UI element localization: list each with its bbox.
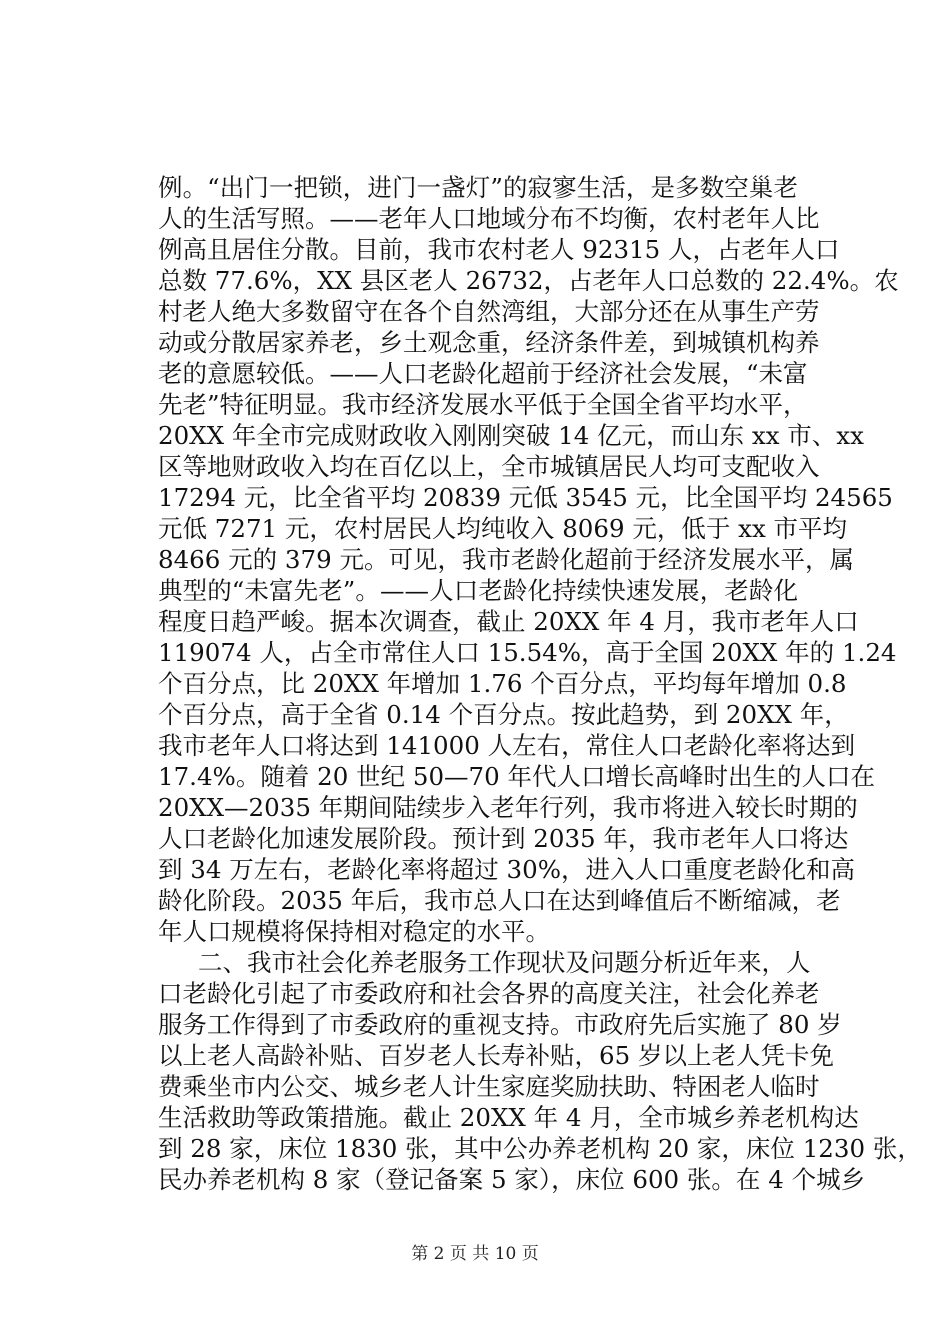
- text-line: 老的意愿较低。——人口老龄化超前于经济社会发展，“未富: [158, 359, 808, 388]
- page-number-footer: 第 2 页 共 10 页: [411, 1244, 539, 1264]
- text-line: 20XX 年全市完成财政收入刚刚突破 14 亿元，而山东 xx 市、xx: [158, 421, 864, 450]
- text-line: 到 28 家，床位 1830 张，其中公办养老机构 20 家，床位 1230 张，: [158, 1134, 922, 1163]
- text-line: 典型的“未富先老”。——人口老龄化持续快速发展，老龄化: [158, 576, 798, 605]
- text-line: 民办养老机构 8 家（登记备案 5 家），床位 600 张。在 4 个城乡: [158, 1165, 866, 1194]
- text-line: 17.4%。随着 20 世纪 50—70 年代人口增长高峰时出生的人口在: [158, 762, 876, 791]
- text-line: 生活救助等政策措施。截止 20XX 年 4 月，全市城乡养老机构达: [158, 1103, 859, 1132]
- text-line: 村老人绝大多数留守在各个自然湾组，大部分还在从事生产劳: [158, 297, 820, 326]
- document-body: [158, 172, 922, 1195]
- text-line: 个百分点，高于全省 0.14 个百分点。按此趋势，到 20XX 年，: [158, 700, 849, 729]
- text-line: 二、我市社会化养老服务工作现状及问题分析近年来，人: [198, 948, 811, 977]
- text-line: 我市老年人口将达到 141000 人左右，常住人口老龄化率将达到: [158, 731, 856, 760]
- text-line: 个百分点，比 20XX 年增加 1.76 个百分点，平均每年增加 0.8: [158, 669, 847, 698]
- text-line: 例高且居住分散。目前，我市农村老人 92315 人，占老年人口: [158, 235, 840, 264]
- text-line: 程度日趋严峻。据本次调查，截止 20XX 年 4 月，我市老年人口: [158, 607, 859, 636]
- text-line: 口老龄化引起了市委政府和社会各界的高度关注，社会化养老: [158, 979, 820, 1008]
- text-line: 17294 元，比全省平均 20839 元低 3545 元，比全国平均 24565: [158, 483, 893, 512]
- text-line: 动或分散居家养老，乡土观念重，经济条件差，到城镇机构养: [158, 328, 820, 357]
- text-line: 元低 7271 元，农村居民人均纯收入 8069 元，低于 xx 市平均: [158, 514, 848, 543]
- text-line: 到 34 万左右，老龄化率将超过 30%，进入人口重度老龄化和高: [158, 855, 855, 884]
- text-line: 人口老龄化加速发展阶段。预计到 2035 年，我市老年人口将达: [158, 824, 849, 853]
- text-line: 总数 77.6%，XX 县区老人 26732，占老年人口总数的 22.4%。农: [158, 266, 899, 295]
- text-line: 例。“出门一把锁，进门一盏灯”的寂寥生活，是多数空巢老: [158, 173, 798, 202]
- text-line: 以上老人高龄补贴、百岁老人长寿补贴，65 岁以上老人凭卡免: [158, 1041, 834, 1070]
- text-line: 服务工作得到了市委政府的重视支持。市政府先后实施了 80 岁: [158, 1010, 842, 1039]
- text-line: 20XX—2035 年期间陆续步入老年行列，我市将进入较长时期的: [158, 793, 858, 822]
- text-line: 区等地财政收入均在百亿以上，全市城镇居民人均可支配收入: [158, 452, 820, 481]
- text-line: 年人口规模将保持相对稳定的水平。: [158, 917, 550, 946]
- text-line: 先老”特征明显。我市经济发展水平低于全国全省平均水平，: [158, 390, 808, 419]
- text-line: 人的生活写照。——老年人口地域分布不均衡，农村老年人比: [158, 204, 820, 233]
- text-line: 费乘坐市内公交、城乡老人计生家庭奖励扶助、特困老人临时: [158, 1072, 820, 1101]
- paragraph-1: [158, 172, 899, 947]
- text-line: 龄化阶段。2035 年后，我市总人口在达到峰值后不断缩减，老: [158, 886, 841, 915]
- paragraph-2: [158, 947, 922, 1195]
- text-line: 8466 元的 379 元。可见，我市老龄化超前于经济发展水平，属: [158, 545, 854, 574]
- text-line: 119074 人，占全市常住人口 15.54%，高于全国 20XX 年的 1.24: [158, 638, 897, 667]
